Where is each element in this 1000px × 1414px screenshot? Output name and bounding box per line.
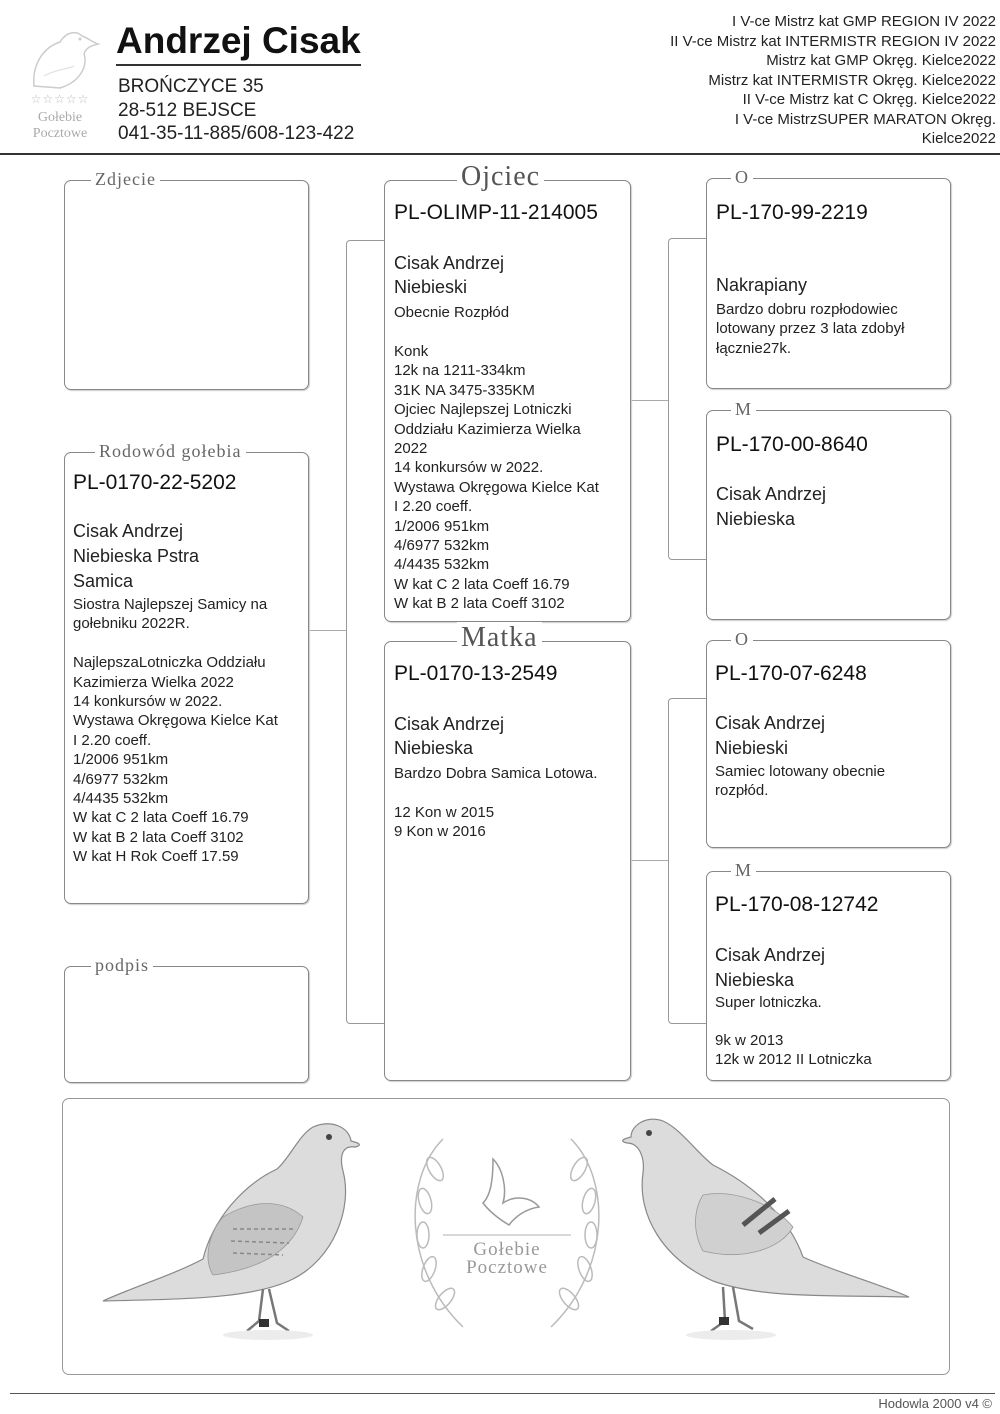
note-line xyxy=(73,634,278,653)
grandparent-notes xyxy=(715,762,885,801)
grandparent-notes xyxy=(715,1031,872,1070)
title-item: Mistrz kat GMP Okręg. Kielce2022 xyxy=(766,52,996,69)
title-item: II V-ce Mistrz kat C Okręg. Kielce2022 xyxy=(742,91,996,108)
note-line: 1/2006 951km xyxy=(394,517,490,535)
description-label: Super lotniczka. xyxy=(715,994,822,1011)
note-line: 31K NA 3475-335KM xyxy=(394,381,535,399)
phone-number: 041-35-11-885/608-123-422 xyxy=(118,123,355,144)
note-line: 12 Kon w 2015 xyxy=(394,804,495,821)
photo-box xyxy=(64,169,309,390)
titles-list xyxy=(576,12,996,149)
note-line: gołebniku 2022R. xyxy=(73,615,190,633)
left-pigeon-icon xyxy=(103,1124,359,1340)
paternal-grandmother-box xyxy=(706,399,951,620)
note-line: Konk xyxy=(394,343,429,360)
father-notes xyxy=(394,342,599,614)
connector-line xyxy=(629,400,669,401)
emblem-text-line1: Gołebie xyxy=(473,1239,541,1260)
color-description: Niebieska xyxy=(716,509,796,529)
color-description: Niebieski xyxy=(394,277,468,297)
ring-number: PL-0170-13-2549 xyxy=(394,662,558,685)
logo-pigeon-icon xyxy=(14,26,106,92)
color-description: Niebieska xyxy=(394,738,474,758)
connector-bracket xyxy=(668,238,707,560)
description-label: Bardzo Dobra Samica Lotowa. xyxy=(394,765,598,782)
logo-text: Gołebie Pocztowe xyxy=(32,110,88,141)
ring-number: PL-170-99-2219 xyxy=(716,201,868,224)
note-line: W kat B 2 lata Coeff 3102 xyxy=(73,828,244,846)
paternal-grandfather-box xyxy=(706,167,951,389)
footer-divider xyxy=(10,1393,995,1394)
grandparent-legend: M xyxy=(731,860,756,881)
signature-box-legend: podpis xyxy=(91,955,153,976)
ring-number: PL-170-08-12742 xyxy=(715,893,879,916)
owner-name: Cisak Andrzej xyxy=(715,945,826,965)
ring-number: PL-170-00-8640 xyxy=(716,433,868,456)
color-description: Nakrapiany xyxy=(716,275,808,295)
title-item: Kielce2022 xyxy=(921,130,996,147)
owner-name: Cisak Andrzej xyxy=(73,521,184,541)
note-line: 14 konkursów w 2022. xyxy=(394,459,544,477)
note-line: 2022 xyxy=(394,440,428,458)
wreath-emblem-icon xyxy=(415,1139,599,1327)
note-line: Wystawa Okręgowa Kielce Kat xyxy=(394,478,599,496)
note-line: Siostra Najlepszej Samicy na xyxy=(73,596,268,613)
note-line: lotowany przez 3 lata zdobył xyxy=(716,320,905,338)
ring-number: PL-170-07-6248 xyxy=(715,662,867,685)
connector-line xyxy=(629,860,669,861)
grandparent-notes xyxy=(716,300,904,358)
note-line: Oddziału Kazimierza Wielka xyxy=(394,420,581,438)
address-street: BROŃCZYCE 35 xyxy=(118,76,264,97)
emblem-text-line2: Pocztowe xyxy=(466,1257,548,1278)
footer-credit: Hodowla 2000 v4 © xyxy=(878,1396,992,1411)
breeder-name: Andrzej Cisak xyxy=(116,20,361,66)
note-line: 1/2006 951km xyxy=(73,751,169,769)
note-line: Wystawa Okręgowa Kielce Kat xyxy=(73,712,278,730)
right-pigeon-icon xyxy=(623,1119,909,1340)
note-line: 12k na 1211-334km xyxy=(394,362,526,380)
address-city: 28-512 BEJSCE xyxy=(118,100,257,121)
note-line: Kazimierza Wielka 2022 xyxy=(73,673,234,691)
note-line: I 2.20 coeff. xyxy=(394,498,473,516)
title-item: I V-ce MistrzSUPER MARATON Okręg. xyxy=(734,110,996,128)
owner-name: Cisak Andrzej xyxy=(716,484,827,504)
note-line: 14 konkursów w 2022. xyxy=(73,693,223,711)
note-line: 4/6977 532km xyxy=(394,537,490,555)
ring-number: PL-OLIMP-11-214005 xyxy=(394,201,598,224)
grandparent-legend: M xyxy=(731,399,756,420)
note-line: 4/4435 532km xyxy=(73,790,169,808)
note-line: Bardzo dobru rozpłodowiec xyxy=(716,301,898,318)
signature-box xyxy=(64,955,309,1083)
title-item: Mistrz kat INTERMISTR Okręg. Kielce2022 xyxy=(708,71,996,89)
header-divider xyxy=(0,153,1000,155)
note-line: W kat B 2 lata Coeff 3102 xyxy=(394,595,565,613)
grandparent-legend: O xyxy=(731,167,753,188)
father-box xyxy=(384,161,631,622)
illustration-graphic xyxy=(63,1099,949,1374)
color-description: Niebieska xyxy=(715,970,795,990)
note-line: 12k w 2012 II Lotniczka xyxy=(715,1051,872,1069)
grandparent-legend: O xyxy=(731,629,753,650)
note-line: 9 Kon w 2016 xyxy=(394,823,486,841)
pigeon-notes xyxy=(73,595,278,867)
note-line: Samiec lotowany obecnie xyxy=(715,763,886,780)
note-line: I 2.20 coeff. xyxy=(73,731,152,749)
note-line: Ojciec Najlepszej Lotniczki xyxy=(394,401,572,419)
mother-box xyxy=(384,622,631,1081)
photo-box-legend: Zdjecie xyxy=(91,169,160,190)
maternal-grandmother-box xyxy=(706,860,951,1081)
note-line: W kat C 2 lata Coeff 16.79 xyxy=(394,575,570,593)
father-legend: Ojciec xyxy=(457,161,544,193)
note-line: rozpłód. xyxy=(715,782,769,800)
maternal-grandfather-box xyxy=(706,629,951,848)
owner-name: Cisak Andrzej xyxy=(394,253,505,273)
sex-label: Samica xyxy=(73,571,134,591)
ring-number: PL-0170-22-5202 xyxy=(73,471,237,494)
owner-name: Cisak Andrzej xyxy=(394,714,505,734)
logo-stars: ☆☆☆☆☆ xyxy=(30,92,90,106)
mother-notes xyxy=(394,803,494,842)
pigeon-box-legend: Rodowód gołebia xyxy=(95,441,246,462)
title-item: II V-ce Mistrz kat INTERMISTR REGION IV 2022 xyxy=(670,32,996,50)
color-description: Niebieska Pstra xyxy=(73,546,200,566)
note-line: W kat H Rok Coeff 17.59 xyxy=(73,848,239,866)
connector-bracket xyxy=(346,240,385,1024)
note-line: łącznie27k. xyxy=(716,339,792,357)
color-description: Niebieski xyxy=(715,738,789,758)
pigeon-box xyxy=(64,441,309,904)
note-line: 9k w 2013 xyxy=(715,1032,784,1049)
status-label: Obecnie Rozpłód xyxy=(394,304,510,321)
owner-name: Cisak Andrzej xyxy=(715,713,826,733)
illustration-panel xyxy=(62,1098,950,1375)
title-item: I V-ce Mistrz kat GMP REGION IV 2022 xyxy=(732,13,996,30)
note-line: 4/6977 532km xyxy=(73,770,169,788)
connector-line xyxy=(307,630,347,631)
note-line: 4/4435 532km xyxy=(394,556,490,574)
connector-bracket xyxy=(668,698,707,1024)
note-line: NajlepszaLotniczka Oddziału xyxy=(73,654,266,672)
logo xyxy=(14,26,106,146)
mother-legend: Matka xyxy=(457,622,542,654)
note-line: W kat C 2 lata Coeff 16.79 xyxy=(73,809,249,827)
